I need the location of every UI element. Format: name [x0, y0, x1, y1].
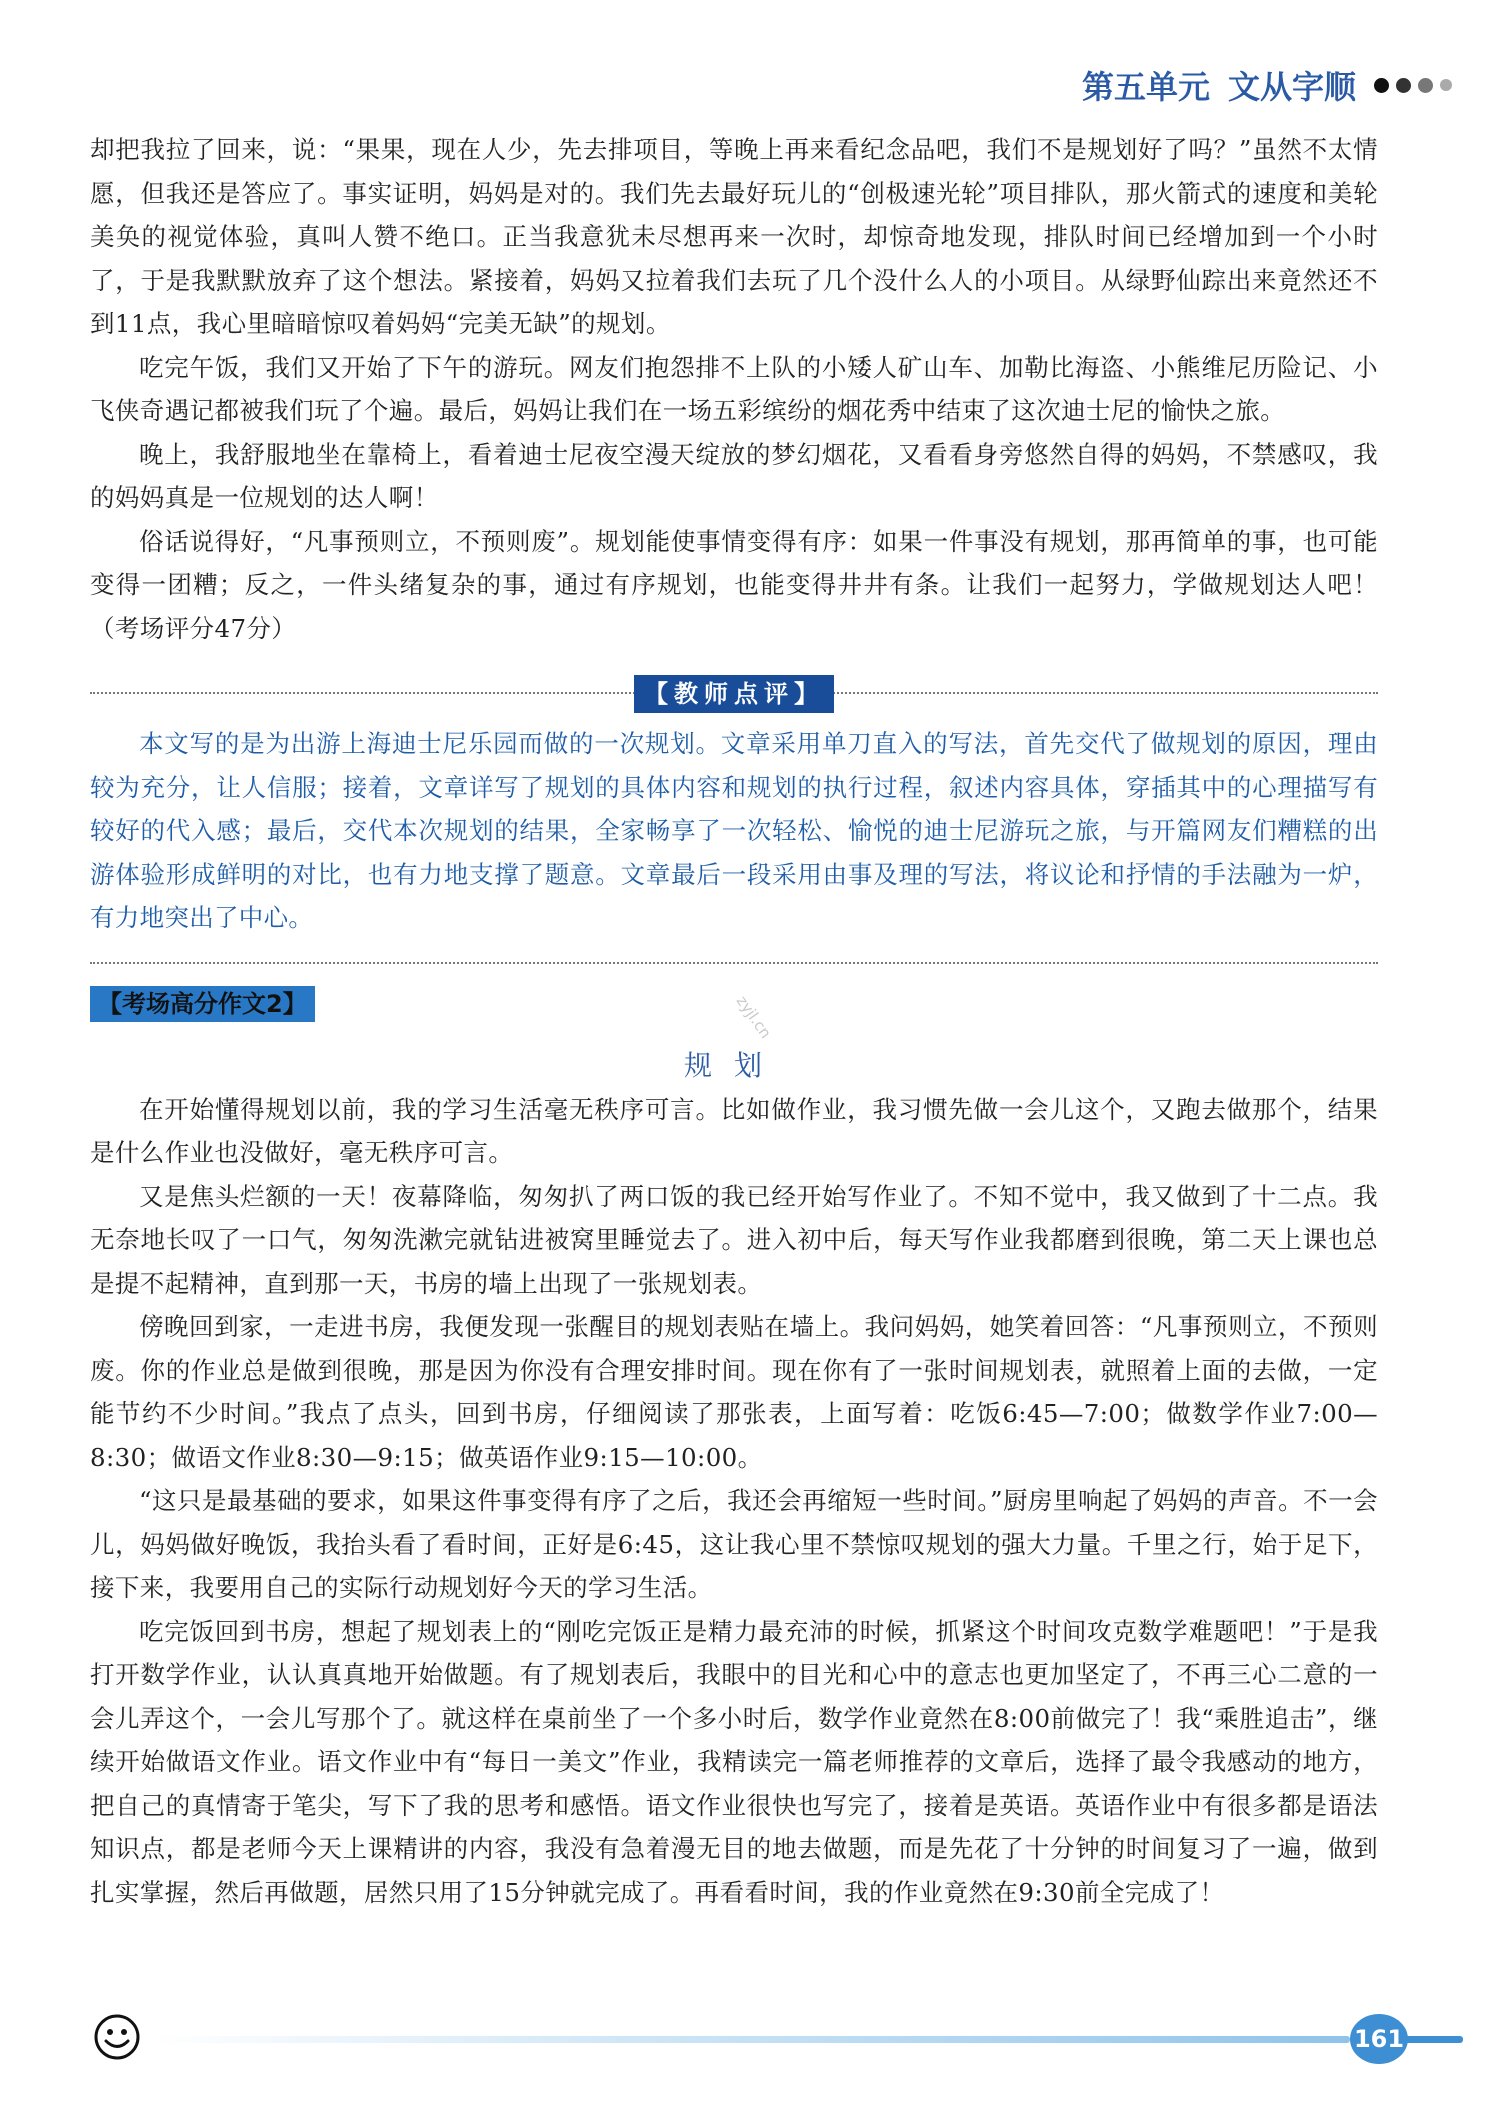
comment-divider-bottom — [90, 962, 1378, 964]
essay2-paragraph: 在开始懂得规划以前，我的学习生活毫无秩序可言。比如做作业，我习惯先做一会儿这个，又跑去做那个，结果是什么作业也没做好，毫无秩序可言。 — [90, 1094, 1378, 1167]
comment-divider-top — [90, 680, 1378, 708]
watermark: zyjl.cn — [732, 992, 775, 1042]
page-header — [1082, 62, 1452, 108]
footer-bar — [150, 2036, 1350, 2043]
essay1-paragraph: 却把我拉了回来，说：“果果，现在人少，先去排项目，等晚上再来看纪念品吧，我们不是规划好了吗？”虽然不太情愿，但我还是答应了。事实证明，妈妈是对的。我们先去最好玩儿的“创极速光轮”项目排队，那火箭式的速度和美轮美奂的视觉体验，真叫人赞不绝口。正当我意犹未尽想再来一次时，却惊奇地发现，排队时间已经增加到一个小时了，于是我默默放弃了这个想法。紧接着，妈妈又拉着我们去玩了几个没什么人的小项目。从绿野仙踪出来竟然还不到11点，我心里暗暗惊叹着妈妈“完美无缺”的规划。 — [90, 135, 1378, 338]
essay2-title: 规划 — [683, 1048, 784, 1082]
smiley-icon — [92, 2012, 142, 2062]
decorative-dots-icon — [1374, 78, 1452, 93]
teacher-comment-label: 【教师点评】 — [634, 675, 834, 713]
page-number: 161 — [1350, 2014, 1408, 2064]
essay2-paragraph: 又是焦头烂额的一天！夜幕降临，匆匆扒了两口饭的我已经开始写作业了。不知不觉中，我又做到了十二点。我无奈地长叹了一口气，匆匆洗漱完就钻进被窝里睡觉去了。进入初中后，每天写作业我都磨到很晚，第二天上课也总是提不起精神，直到那一天，书房的墙上出现了一张规划表。 — [90, 1181, 1378, 1298]
essay1-paragraph: 俗话说得好，“凡事预则立，不预则废”。规划能使事情变得有序：如果一件事没有规划，那再简单的事，也可能变得一团糟；反之，一件头绪复杂的事，通过有序规划，也能变得井井有条。让我们一起努力，学做规划达人吧！（考场评分47分） — [90, 526, 1378, 643]
essay2-paragraph: 吃完饭回到书房，想起了规划表上的“刚吃完饭正是精力最充沛的时候，抓紧这个时间攻克数学难题吧！”于是我打开数学作业，认认真真地开始做题。有了规划表后，我眼中的目光和心中的意志也更加坚定了，不再三心二意的一会儿弄这个，一会儿写那个了。就这样在桌前坐了一个多小时后，数学作业竟然在8:00前做完了！我“乘胜追击”，继续开始做语文作业。语文作业中有“每日一美文”作业，我精读完一篇老师推荐的文章后，选择了最令我感动的地方，把自己的真情寄于笔尖，写下了我的思考和感悟。语文作业很快也写完了，接着是英语。英语作业中有很多都是语法知识点，都是老师今天上课精讲的内容，我没有急着漫无目的地去做题，而是先花了十分钟的时间复习了一遍，做到扎实掌握，然后再做题，居然只用了15分钟就完成了。再看看时间，我的作业竟然在9:30前全完成了！ — [90, 1616, 1378, 1907]
page-content — [90, 128, 1378, 1914]
unit-label: 第五单元 — [1081, 68, 1210, 106]
essay2-label: 【考场高分作文2】 — [90, 986, 315, 1022]
essay1-paragraph: 晚上，我舒服地坐在靠椅上，看着迪士尼夜空漫天绽放的梦幻烟花，又看看身旁悠然自得的妈妈，不禁感叹，我的妈妈真是一位规划的达人啊！ — [90, 439, 1378, 512]
page-number-tail — [1405, 2036, 1463, 2043]
essay1-paragraph: 吃完午饭，我们又开始了下午的游玩。网友们抱怨排不上队的小矮人矿山车、加勒比海盗、小熊维尼历险记、小飞侠奇遇记都被我们玩了个遍。最后，妈妈让我们在一场五彩缤纷的烟花秀中结束了这次迪士尼的愉快之旅。 — [90, 352, 1378, 425]
essay2-paragraph: “这只是最基础的要求，如果这件事变得有序了之后，我还会再缩短一些时间。”厨房里响起了妈妈的声音。不一会儿，妈妈做好晚饭，我抬头看了看时间，正好是6:45，这让我心里不禁惊叹规划的强大力量。千里之行，始于足下，接下来，我要用自己的实际行动规划好今天的学习生活。 — [90, 1486, 1378, 1602]
teacher-comment-text: 本文写的是为出游上海迪士尼乐园而做的一次规划。文章采用单刀直入的写法，首先交代了做规划的原因，理由较为充分，让人信服；接着，文章详写了规划的具体内容和规划的执行过程，叙述内容具体，穿插其中的心理描写有较好的代入感；最后，交代本次规划的结果，全家畅享了一次轻松、愉悦的迪士尼游玩之旅，与开篇网友们糟糕的出游体验形成鲜明的对比，也有力地支撑了题意。文章最后一段采用由事及理的写法，将议论和抒情的手法融为一炉，有力地突出了中心。 — [90, 729, 1378, 932]
unit-title: 文从字顺 — [1227, 68, 1356, 106]
essay2-paragraph: 傍晚回到家，一走进书房，我便发现一张醒目的规划表贴在墙上。我问妈妈，她笑着回答：“凡事预则立，不预则废。你的作业总是做到很晚，那是因为你没有合理安排时间。现在你有了一张时间规划表，就照着上面的去做，一定能节约不少时间。”我点了点头，回到书房，仔细阅读了那张表，上面写着：吃饭6:45—7:00；做数学作业7:00—8:30；做语文作业8:30—9:15；做英语作业9:15—10:00。 — [90, 1312, 1378, 1472]
